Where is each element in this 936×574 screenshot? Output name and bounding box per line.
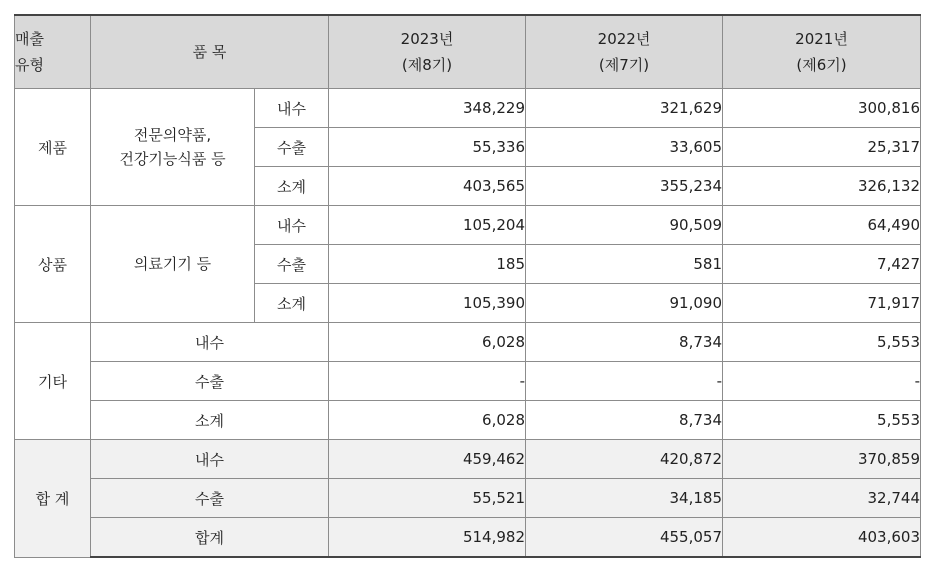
sales-type-cell: 기타	[15, 323, 91, 440]
row-label: 합계	[91, 518, 329, 558]
table-row	[15, 206, 921, 245]
row-label: 수출	[91, 362, 329, 401]
value-2023: 105,204	[329, 206, 526, 245]
row-label: 수출	[255, 245, 329, 284]
value-2021: 64,490	[723, 206, 921, 245]
row-label: 수출	[255, 128, 329, 167]
period-label: (제6기)	[796, 56, 847, 74]
table-row	[15, 401, 921, 440]
sales-type-header-line1: 매출	[15, 30, 44, 48]
value-2021: 370,859	[723, 440, 921, 479]
row-label: 내수	[91, 440, 329, 479]
header-row	[15, 15, 921, 89]
value-2021: 300,816	[723, 89, 921, 128]
value-2023: 185	[329, 245, 526, 284]
period-label: (제8기)	[401, 56, 453, 74]
value-2022: -	[526, 362, 723, 401]
value-2022: 8,734	[526, 323, 723, 362]
item-cell	[91, 89, 255, 206]
value-2021: 403,603	[723, 518, 921, 558]
value-2023: 348,229	[329, 89, 526, 128]
year-header-2022	[526, 15, 723, 89]
value-2022: 8,734	[526, 401, 723, 440]
value-2021: -	[723, 362, 921, 401]
table-row	[15, 323, 921, 362]
year-header-2021	[723, 15, 921, 89]
value-2021: 326,132	[723, 167, 921, 206]
row-label: 소계	[255, 284, 329, 323]
value-2023: 6,028	[329, 401, 526, 440]
sales-type-header-line2: 유형	[15, 56, 44, 74]
year-label: 2022년	[597, 30, 651, 48]
value-2021: 5,553	[723, 401, 921, 440]
value-2022: 91,090	[526, 284, 723, 323]
value-2023: 55,521	[329, 479, 526, 518]
value-2022: 33,605	[526, 128, 723, 167]
year-label: 2023년	[400, 30, 454, 48]
value-2023: 403,565	[329, 167, 526, 206]
table-row	[15, 89, 921, 128]
value-2022: 355,234	[526, 167, 723, 206]
value-2022: 420,872	[526, 440, 723, 479]
table-row	[15, 362, 921, 401]
period-label: (제7기)	[598, 56, 650, 74]
value-2022: 34,185	[526, 479, 723, 518]
row-label: 수출	[91, 479, 329, 518]
value-2021: 5,553	[723, 323, 921, 362]
value-2023: 6,028	[329, 323, 526, 362]
year-header-2023	[329, 15, 526, 89]
sales-type-cell: 제품	[15, 89, 91, 206]
item-header: 품 목	[91, 15, 329, 89]
value-2023: 459,462	[329, 440, 526, 479]
sales-type-cell: 상품	[15, 206, 91, 323]
sales-table	[14, 14, 921, 558]
item-cell: 의료기기 등	[91, 206, 255, 323]
year-label: 2021년	[795, 30, 848, 48]
row-label: 내수	[91, 323, 329, 362]
item-line1: 전문의약품,	[133, 126, 212, 144]
value-2023: 105,390	[329, 284, 526, 323]
table-row	[15, 440, 921, 479]
value-2023: -	[329, 362, 526, 401]
sales-type-header	[15, 15, 91, 89]
sales-type-cell: 합 계	[15, 440, 91, 558]
value-2023: 55,336	[329, 128, 526, 167]
value-2022: 455,057	[526, 518, 723, 558]
row-label: 내수	[255, 206, 329, 245]
value-2021: 71,917	[723, 284, 921, 323]
row-label: 소계	[255, 167, 329, 206]
value-2021: 25,317	[723, 128, 921, 167]
value-2021: 7,427	[723, 245, 921, 284]
item-line2: 건강기능식품 등	[119, 150, 226, 168]
table-row	[15, 518, 921, 558]
table-row	[15, 479, 921, 518]
value-2022: 581	[526, 245, 723, 284]
value-2023: 514,982	[329, 518, 526, 558]
value-2022: 90,509	[526, 206, 723, 245]
value-2021: 32,744	[723, 479, 921, 518]
row-label: 내수	[255, 89, 329, 128]
row-label: 소계	[91, 401, 329, 440]
value-2022: 321,629	[526, 89, 723, 128]
